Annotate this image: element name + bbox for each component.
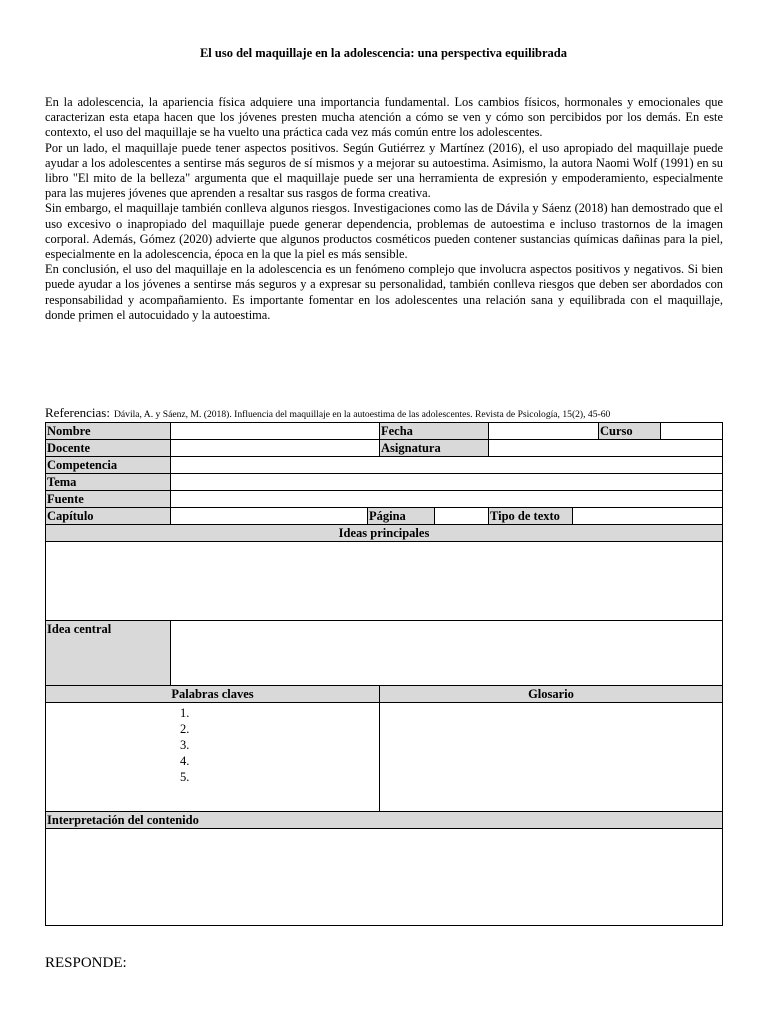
- references-text: Dávila, A. y Sáenz, M. (2018). Influencia del maquillaje en la autoestima de las adolescentes. Revista de Psicología, 15(2), 45-60: [113, 409, 611, 420]
- label-pagina: Página: [368, 508, 435, 525]
- label-competencia: Competencia: [46, 457, 171, 474]
- label-fuente: Fuente: [46, 491, 171, 508]
- field-docente[interactable]: [171, 440, 380, 457]
- field-idea-central[interactable]: [171, 621, 723, 686]
- list-item: 2.: [180, 722, 190, 736]
- field-tema[interactable]: [171, 474, 723, 491]
- field-pagina[interactable]: [435, 508, 489, 525]
- document-body: [45, 95, 723, 323]
- header-interpretacion: Interpretación del contenido: [46, 812, 723, 829]
- header-ideas-principales: Ideas principales: [46, 525, 723, 542]
- field-tipo-texto[interactable]: [573, 508, 723, 525]
- field-nombre[interactable]: [171, 423, 380, 440]
- keyword-list: [47, 705, 378, 785]
- label-tipo-texto: Tipo de texto: [489, 508, 573, 525]
- references-line: [45, 405, 745, 421]
- label-curso: Curso: [599, 423, 661, 440]
- field-capitulo[interactable]: [171, 508, 368, 525]
- header-glosario: Glosario: [380, 686, 723, 703]
- list-item: 5.: [180, 770, 190, 784]
- field-fuente[interactable]: [171, 491, 723, 508]
- responde-label: RESPONDE:: [45, 955, 127, 971]
- list-item: 3.: [180, 738, 190, 752]
- field-asignatura[interactable]: [489, 440, 723, 457]
- paragraph: Sin embargo, el maquillaje también conlleva algunos riesgos. Investigaciones como las de Dávila y Sáenz (2018) han demostrado que el uso excesivo o inapropiado del maquillaje puede generar dependencia, problemas de autoestima e incluso trastornos de la imagen corporal. Además, Gómez (2020) advierte que algunos productos cosméticos pueden contener sustancias químicas dañinas para la piel, especialmente en la adolescencia, época en la que la piel es más sensible.: [45, 201, 723, 262]
- label-capitulo: Capítulo: [46, 508, 171, 525]
- list-item: 4.: [180, 754, 190, 768]
- label-asignatura: Asignatura: [380, 440, 489, 457]
- field-interpretacion[interactable]: [46, 829, 723, 926]
- references-label: Referencias:: [45, 405, 110, 420]
- paragraph: Por un lado, el maquillaje puede tener aspectos positivos. Según Gutiérrez y Martínez (2016), el uso apropiado del maquillaje puede ayudar a los adolescentes a sentirse más seguros de sí mismos y a mejorar su autoestima. Asimismo, la autora Naomi Wolf (1991) en su libro "El mito de la belleza" argumenta que el maquillaje puede ser una herramienta de expresión y empoderamiento, especialmente para las mujeres jóvenes que aprenden a resaltar sus rasgos de forma creativa.: [45, 140, 723, 201]
- field-fecha[interactable]: [489, 423, 599, 440]
- reading-sheet-table: [45, 422, 723, 926]
- paragraph: En conclusión, el uso del maquillaje en la adolescencia es un fenómeno complejo que involucra aspectos positivos y negativos. Si bien puede ayudar a los jóvenes a sentirse más seguros y a expresar su personalidad, también conlleva riesgos que deben ser abordados con responsabilidad y acompañamiento. Es importante fomentar en los adolescentes una relación sana y equilibrada con el maquillaje, donde primen el autocuidado y la autoestima.: [45, 262, 723, 322]
- label-docente: Docente: [46, 440, 171, 457]
- field-palabras-claves[interactable]: [46, 703, 380, 812]
- header-palabras-claves: Palabras claves: [46, 686, 380, 703]
- field-competencia[interactable]: [171, 457, 723, 474]
- list-item: 1.: [180, 706, 190, 720]
- label-fecha: Fecha: [380, 423, 489, 440]
- label-nombre: Nombre: [46, 423, 171, 440]
- document-title: El uso del maquillaje en la adolescencia: una perspectiva equilibrada: [199, 46, 568, 60]
- label-tema: Tema: [46, 474, 171, 491]
- field-curso[interactable]: [661, 423, 723, 440]
- paragraph: En la adolescencia, la apariencia física adquiere una importancia fundamental. Los cambios físicos, hormonales y emocionales que caracterizan esta etapa hacen que los jóvenes presten mucha atención a cómo se ven y cómo son percibidos por los demás. En este contexto, el uso del maquillaje se ha vuelto una práctica cada vez más común entre los adolescentes.: [45, 95, 723, 140]
- field-glosario[interactable]: [380, 703, 723, 812]
- field-ideas-principales[interactable]: [46, 542, 723, 621]
- label-idea-central: Idea central: [46, 621, 171, 686]
